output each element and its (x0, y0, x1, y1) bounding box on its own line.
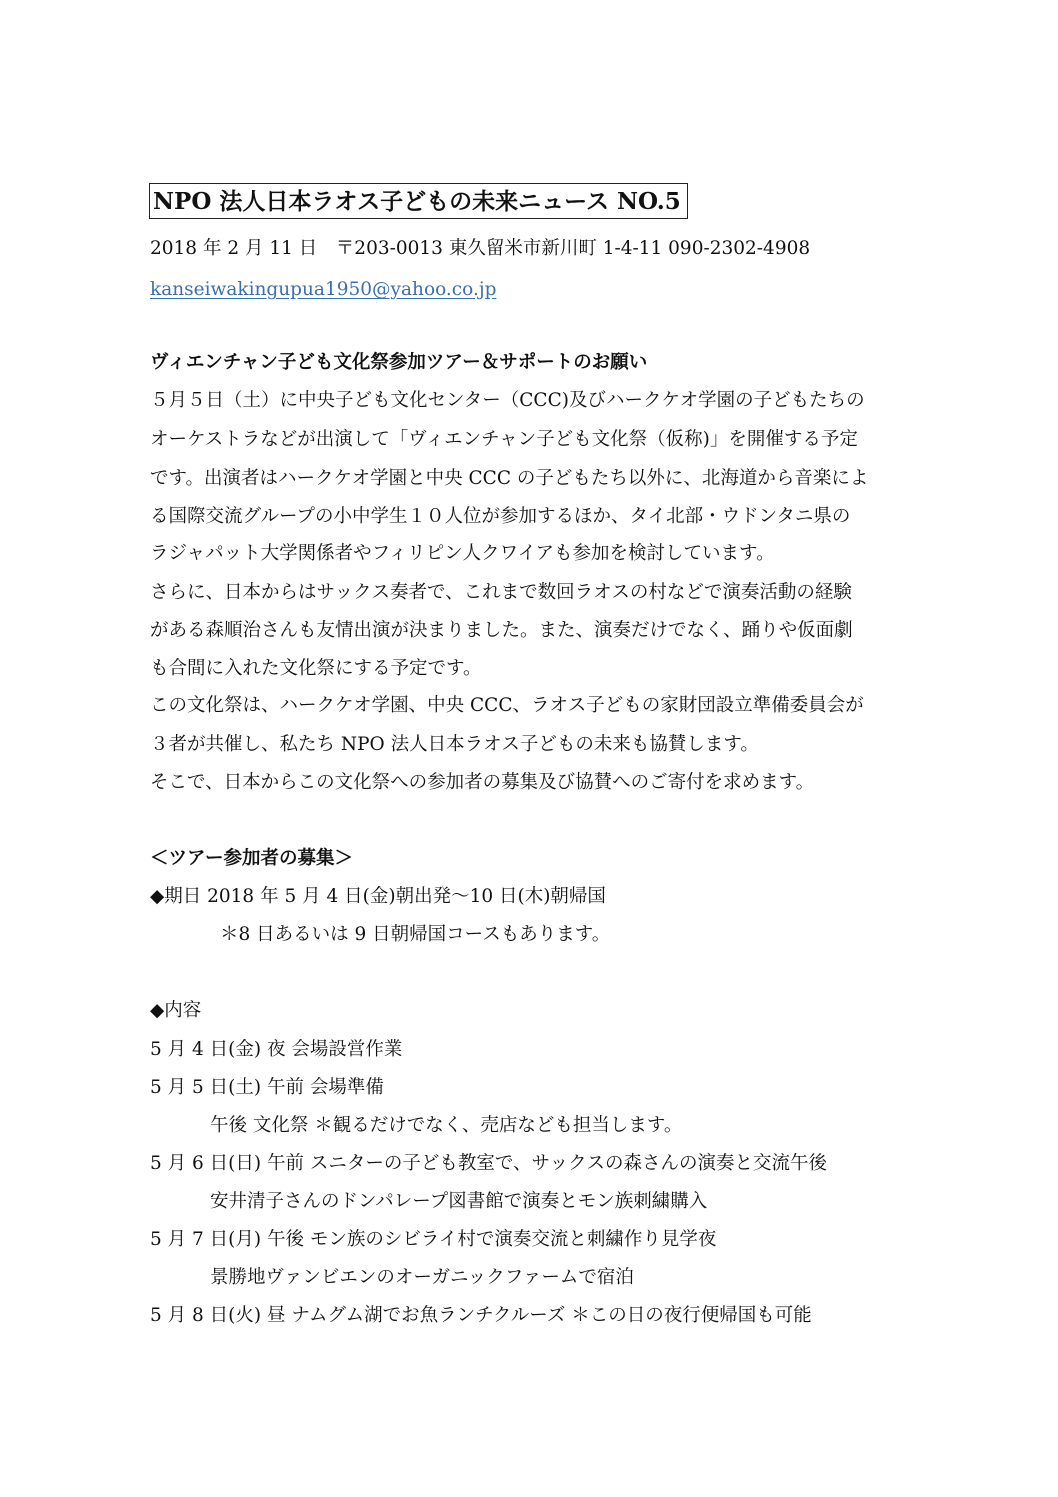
paragraph-line: オーケストラなどが出演して「ヴィエンチャン子ども文化祭（仮称)」を開催する予定 (150, 429, 858, 450)
paragraph-line: この文化祭は、ハークケオ学園、中央 CCC、ラオス子どもの家財団設立準備委員会が (150, 695, 864, 716)
paragraph-line: も合間に入れた文化祭にする予定です。 (150, 658, 482, 679)
section-heading-festival: ヴィエンチャン子ども文化祭参加ツアー＆サポートのお願い (150, 352, 648, 373)
paragraph-line: る国際交流グループの小中学生１０人位が参加するほか、タイ北部・ウドンタニ県の (150, 506, 851, 527)
tour-period-note: ＊8 日あるいは 9 日朝帰国コースもあります。 (220, 924, 611, 945)
paragraph-line: ５月５日（土）に中央子ども文化センター（CCC)及びハークケオ学園の子どもたちの (150, 390, 865, 411)
schedule-item: 5 月 6 日(日) 午前 スニターの子ども教室で、サックスの森さんの演奏と交流午後 (150, 1153, 827, 1174)
schedule-item: 5 月 8 日(火) 昼 ナムグム湖でお魚ランチクルーズ ＊この日の夜行便帰国も可能 (150, 1305, 812, 1326)
schedule-item: 5 月 4 日(金) 夜 会場設営作業 (150, 1039, 403, 1060)
paragraph-line: がある森順治さんも友情出演が決まりました。また、演奏だけでなく、踊りや仮面劇 (150, 620, 853, 641)
paragraph-line: です。出演者はハークケオ学園と中央 CCC の子どもたち以外に、北海道から音楽によ (150, 468, 869, 489)
schedule-item: 景勝地ヴァンビエンのオーガニックファームで宿泊 (210, 1267, 634, 1288)
tour-period: ◆期日 2018 年 5 月 4 日(金)朝出発～10 日(木)朝帰国 (150, 886, 606, 907)
content-heading: ◆内容 (150, 1000, 202, 1021)
email-link[interactable]: kanseiwakingupua1950@yahoo.co.jp (150, 279, 497, 300)
date-address-line: 2018 年 2 月 11 日 〒203-0013 東久留米市新川町 1-4-11 090-2302-4908 (150, 238, 811, 259)
paragraph-line: さらに、日本からはサックス奏者で、これまで数回ラオスの村などで演奏活動の経験 (150, 582, 852, 603)
schedule-item: 5 月 7 日(月) 午後 モン族のシビライ村で演奏交流と刺繍作り見学夜 (150, 1229, 717, 1250)
schedule-item: 5 月 5 日(土) 午前 会場準備 (150, 1077, 384, 1098)
schedule-item: 午後 文化祭 ＊観るだけでなく、売店なども担当します。 (210, 1115, 683, 1136)
paragraph-line: ラジャパット大学関係者やフィリピン人クワイアも参加を検討しています。 (150, 543, 775, 564)
section-heading-tour: ＜ツアー参加者の募集＞ (150, 848, 353, 869)
schedule-item: 安井清子さんのドンパレープ図書館で演奏とモン族刺繍購入 (210, 1191, 708, 1212)
newsletter-title: NPO 法人日本ラオス子どもの未来ニュース NO.5 (149, 183, 688, 219)
paragraph-line: そこで、日本からこの文化祭への参加者の募集及び協賛へのご寄付を求めます。 (150, 772, 815, 793)
paragraph-line: ３者が共催し、私たち NPO 法人日本ラオス子どもの未来も協賛します。 (150, 734, 759, 755)
